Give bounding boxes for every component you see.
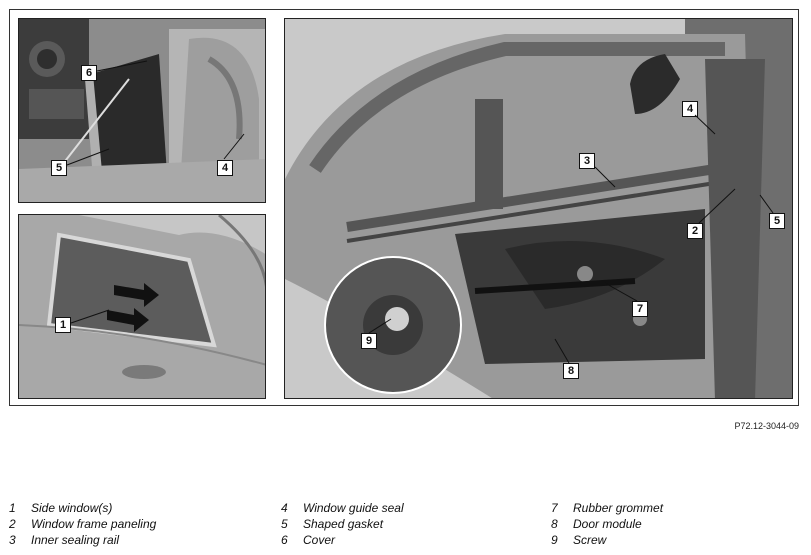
callout-6: 6 xyxy=(81,65,97,81)
legend-item: 6 Cover xyxy=(281,533,336,547)
legend-item: 3 Inner sealing rail xyxy=(9,533,120,547)
callout-1: 1 xyxy=(55,317,71,333)
legend-item: 8 Door module xyxy=(551,517,642,531)
legend-column-2 xyxy=(281,500,404,548)
callout-5: 5 xyxy=(769,213,785,229)
callout-3: 3 xyxy=(579,153,595,169)
legend-item: 1 Side window(s) xyxy=(9,501,113,515)
legend-column-3 xyxy=(551,500,663,548)
callout-9: 9 xyxy=(361,333,377,349)
figure-frame xyxy=(9,9,799,406)
legend-item: 4 Window guide seal xyxy=(281,501,404,515)
top-left-leader-lines xyxy=(19,19,266,203)
main-leader-lines xyxy=(285,19,793,399)
callout-7: 7 xyxy=(632,301,648,317)
legend-item: 9 Screw xyxy=(551,533,607,547)
legend-column-1 xyxy=(9,500,156,548)
callout-4: 4 xyxy=(217,160,233,176)
photo-front-door-module xyxy=(284,18,793,399)
photo-rear-door-exterior xyxy=(18,214,266,399)
legend-item: 7 Rubber grommet xyxy=(551,501,664,515)
bottom-left-leader-lines xyxy=(19,215,266,399)
callout-4: 4 xyxy=(682,101,698,117)
photo-b-pillar-interior xyxy=(18,18,266,203)
callout-5: 5 xyxy=(51,160,67,176)
callout-2: 2 xyxy=(687,223,703,239)
callout-8: 8 xyxy=(563,363,579,379)
figure-reference: P72.12-3044-09 xyxy=(734,421,799,431)
legend-item: 2 Window frame paneling xyxy=(9,517,157,531)
legend-item: 5 Shaped gasket xyxy=(281,517,384,531)
